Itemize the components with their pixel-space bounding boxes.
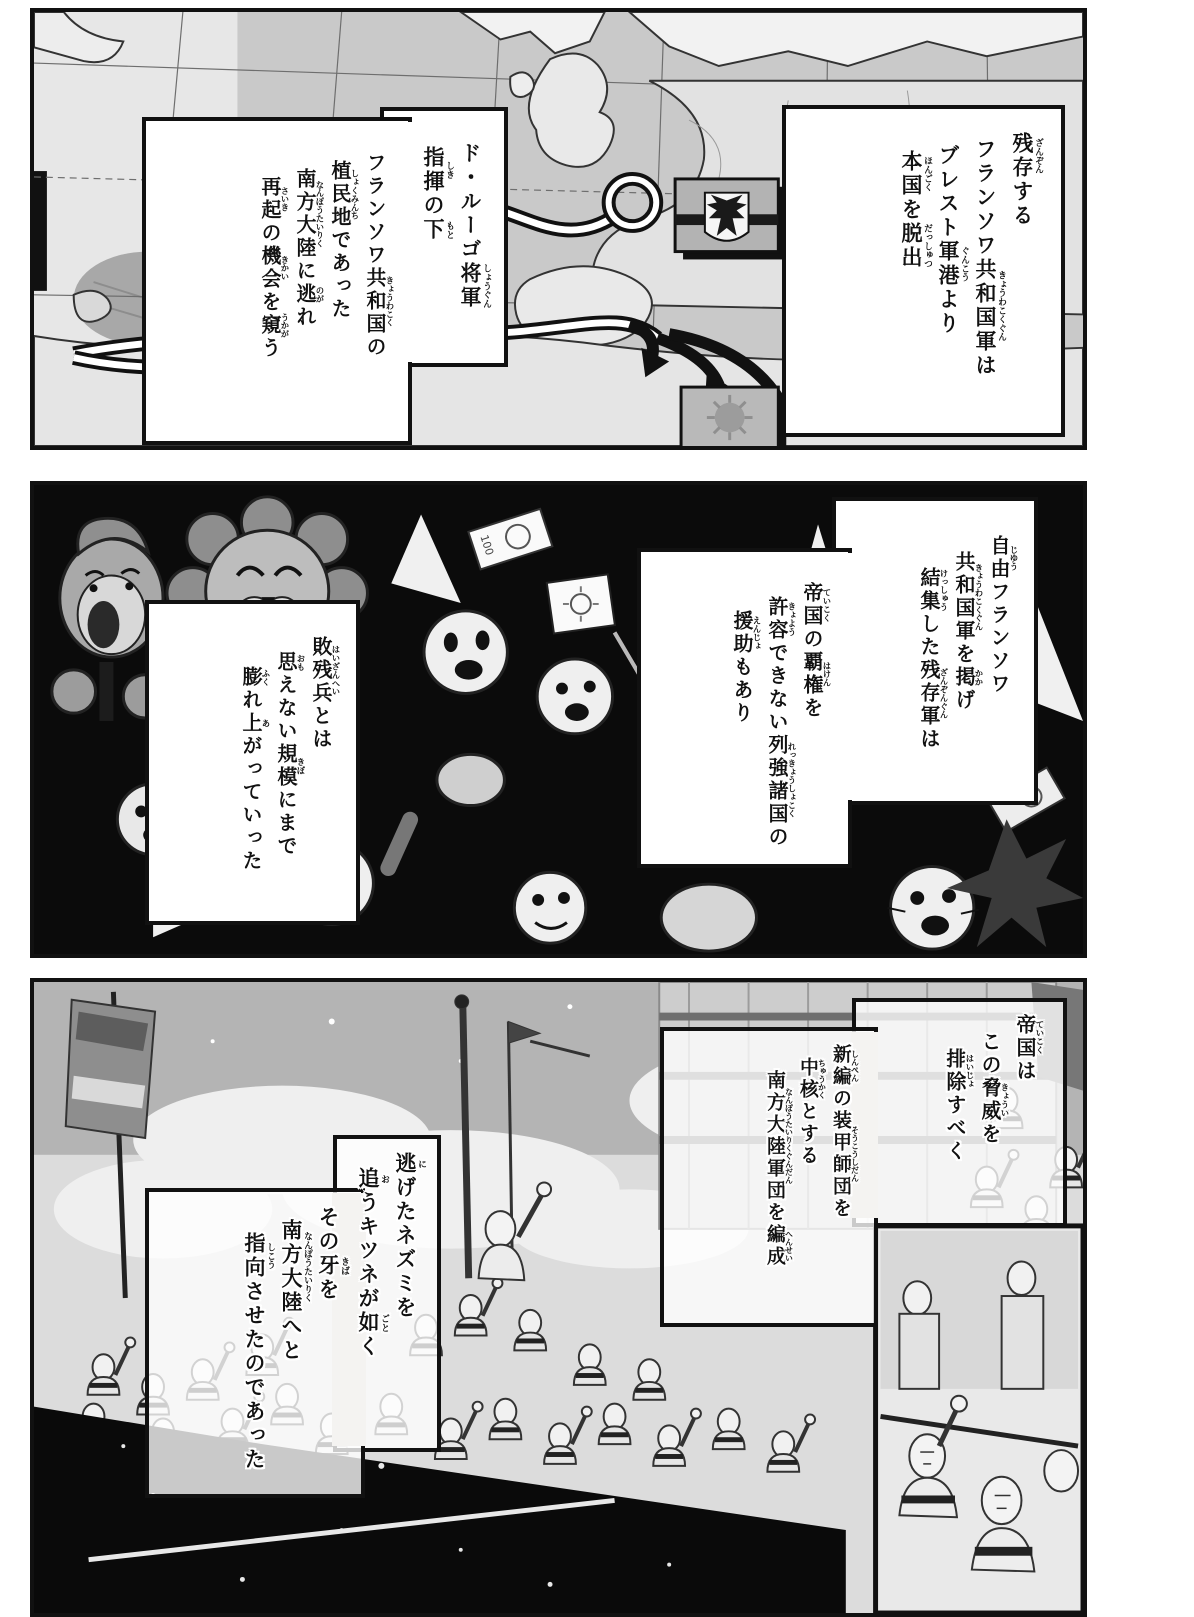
caption-text-escape: 残存 ざんぞんする フランソワ共和国軍 きょうわこくぐんは ブレスト軍港 ぐんこうより 本国 ほんごくを脱出 だっしゅつ	[899, 132, 1043, 378]
caption-text-colony: フランソワ共和国きょうわこくの 植民地しょくみんちであった 南方大陸なんぽうたいりくに逃のがれ 再起さいきの機会きかいを窺うかがう	[258, 152, 395, 360]
caption-text-corps: 新編しんぺんの装甲師団そうこうしだんを 中核ちゅうかくとする 南方大陸軍団なんぽうたいりくぐんだんを編成へんせい	[764, 1044, 860, 1268]
imperial-flag-icon	[675, 179, 786, 260]
republic-sun-flag-icon	[681, 387, 786, 446]
caption-text-fox: 逃 にげたネズミを 追 おうキツネが如 ごとく	[356, 1152, 426, 1359]
caption-text-rally: 自由じゆうフランソワ 共和国軍きょうわこくぐんを掲かかげ 結集けっしゅうした残存軍ざんぞんぐんは	[917, 535, 1019, 751]
caption-text-swell: 敗残兵はいざんへいとは 思おもえない規模きぼにまで 膨ふくれ上あがっていった	[239, 636, 341, 873]
svg-text:100: 100	[477, 533, 497, 557]
inset-panel	[876, 1226, 1083, 1613]
map-edge-shading	[34, 171, 47, 291]
caption-text-fang: その牙 きばを 南方大陸 なんぽうたいりくへと 指向 しこうさせたのであった	[242, 1206, 349, 1472]
caption-text-general: ド・ルーゴ将軍 しょうぐん 指揮 しきの下 もと	[421, 142, 491, 310]
caption-text-aid: 帝国ていこくの覇権はけんを 許容きょようできない列強諸国れっきょうしょこくの 援助えんじょもあり	[730, 582, 832, 849]
caption-text-threat: 帝国ていこくは この脅威きょういを 排除はいじょすべく	[943, 1014, 1045, 1163]
